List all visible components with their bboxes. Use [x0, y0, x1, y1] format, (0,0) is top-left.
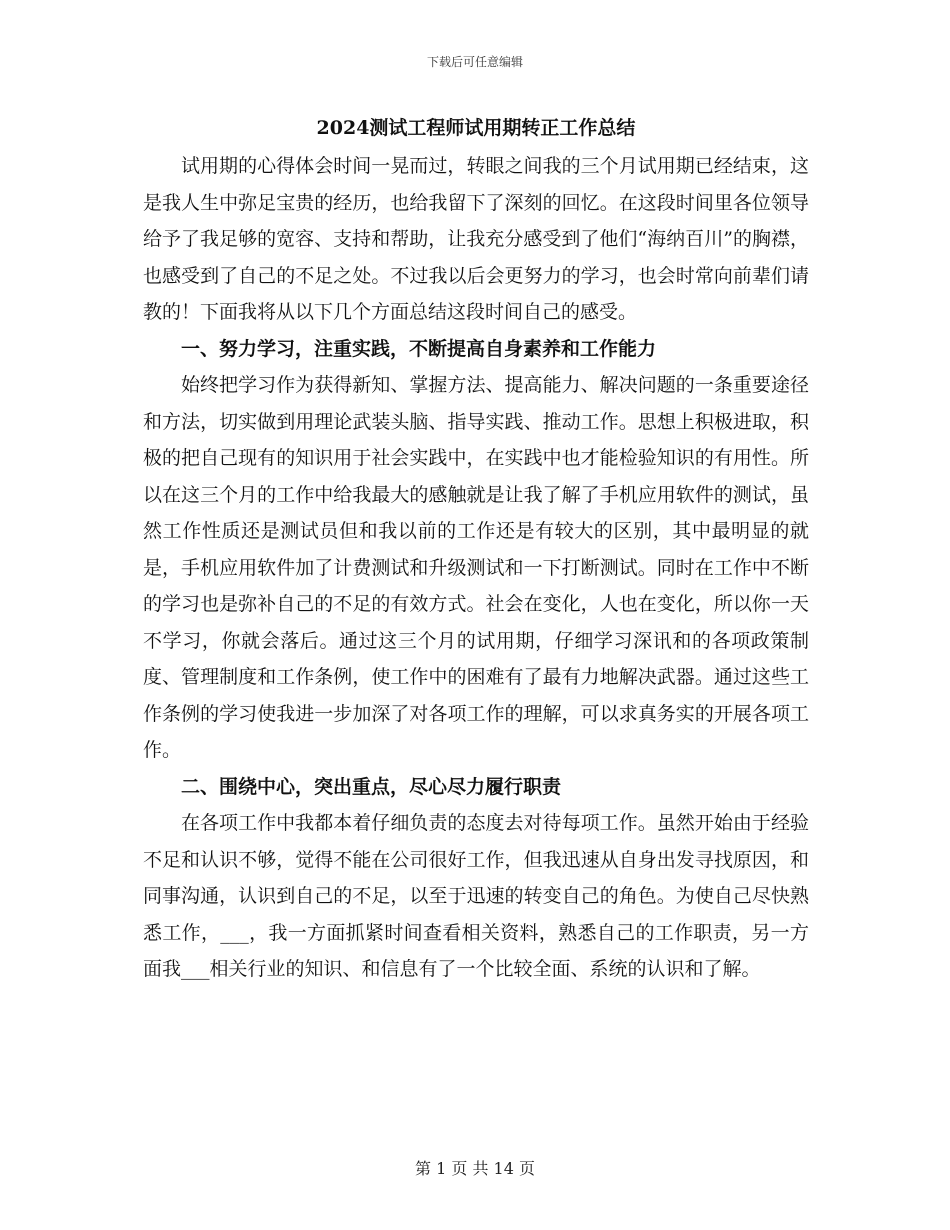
- section2-paragraph: 在各项工作中我都本着仔细负责的态度去对待每项工作。虽然开始由于经验不足和认识不够，觉得不能在公司很好工作，但我迅速从自身出发寻找原因，和同事沟通，认识到自己的不足，以至于迅速的转变自己的角色。为使自己尽快熟悉工作，___，我一方面抓紧时间查看相关资料，熟悉自己的工作职责，另一方面我___相关行业的知识、和信息有了一个比较全面、系统的认识和了解。: [143, 812, 809, 980]
- header-note: 下载后可任意编辑: [426, 55, 523, 69]
- intro-paragraph: 试用期的心得体会时间一晃而过，转眼之间我的三个月试用期已经结束，这是我人生中弥足宝贵的经历，也给我留下了深刻的回忆。在这段时间里各位领导给予了我足够的宽容、支持和帮助，让我充分感受到了他们“海纳百川”的胸襟，也感受到了自己的不足之处。不过我以后会更努力的学习，也会时常向前辈们请教的！下面我将从以下几个方面总结这段时间自己的感受。: [143, 155, 809, 323]
- section1-heading: 一、努力学习，注重实践，不断提高自身素养和工作能力: [181, 337, 657, 360]
- document-title: 2024测试工程师试用期转正工作总结: [316, 117, 636, 139]
- page-footer: 第 1 页 共 14 页: [415, 1159, 535, 1178]
- section1-paragraph: 始终把学习作为获得新知、掌握方法、提高能力、解决问题的一条重要途径和方法，切实做到用理论武装头脑、指导实践、推动工作。思想上积极进取，积极的把自己现有的知识用于社会实践中，在实践中也才能检验知识的有用性。所以在这三个月的工作中给我最大的感触就是让我了解了手机应用软件的测试，虽然工作性质还是测试员但和我以前的工作还是有较大的区别，其中最明显的就是，手机应用软件加了计费测试和升级测试和一下打断测试。同时在工作中不断的学习也是弥补自己的不足的有效方式。社会在变化，人也在变化，所以你一天不学习，你就会落后。通过这三个月的试用期，仔细学习深讯和的各项政策制度、管理制度和工作条例，使工作中的困难有了最有力地解决武器。通过这些工作条例的学习使我进一步加深了对各项工作的理解，可以求真务实的开展各项工作。: [143, 374, 809, 761]
- section2-heading: 二、围绕中心，突出重点，尽心尽力履行职责: [181, 775, 562, 798]
- document-body: [143, 114, 809, 988]
